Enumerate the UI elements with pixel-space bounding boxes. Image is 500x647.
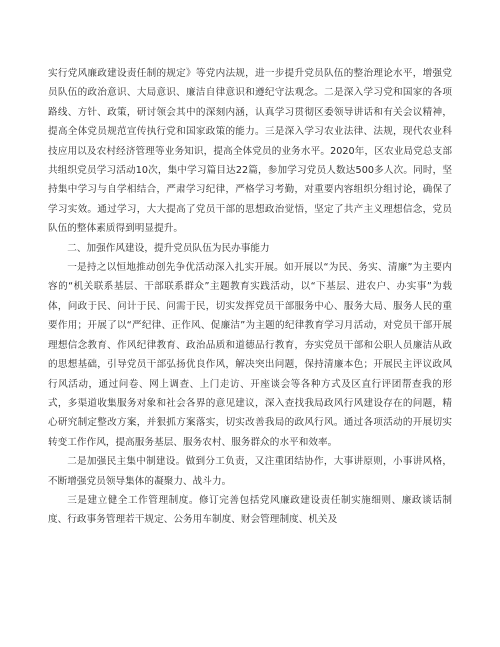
paragraph-management-system: 三是建立健全工作管理制度。修订完善包括党风廉政建设责任制实施细则、廉政谈话制度、行政事务管理若干规定、公务用车制度、财会管理制度、机关及 (48, 494, 452, 526)
paragraph-democratic-centralism: 二是加强民主集中制建设。做到分工负责，又注重团结协作，大事讲原则，小事讲风格，不断增强党员领导集体的凝聚力、战斗力。 (48, 456, 452, 487)
section-heading-style-building: 二、加强作风建设，提升党员队伍为民办事能力 (67, 242, 270, 254)
document-body (48, 64, 452, 530)
paragraph-study-summary: 实行党风廉政建设责任制的规定》等党内法规，进一步提升党员队伍的整治理论水平，增强党员队伍的政治意识、大局意识、廉洁自律意识和遵纪守法观念。二是深入学习党和国家的各项路线、方针、政策，研讨领会其中的深刻内涵，认真学习贯彻区委领导讲话和有关会议精神，提高全体党员规范宣传执行党和国家政策的能力。三是深入学习农业法律、法规，现代农业科技应用以及农村经济管理等业务知识，提高全体党员的业务水平。2020年，区农业局党总支部共组织党员学习活动10次，集中学习篇目达22篇，参加学习党员人数达500多人次。同时，坚持集中学习与自学相结合，严肃学习纪律，严格学习考勤，对重要内容组织分组讨论，确保了学习实效。通过学习，大大提高了党员干部的思想政治觉悟，坚定了共产主义理想信念，党员队伍的整体素质得到明显提升。 (48, 68, 452, 235)
paragraph-excellence-campaign: 一是持之以恒地推动创先争优活动深入扎实开展。如开展以“为民、务实、清廉”为主要内容的“机关联系基层、干部联系群众”主题教育实践活动，以“下基层、进农户、办实事”为载体，问政于民、问计于民、问需于民，切实发挥党员干部服务中心、服务大局、服务人民的重要作用；开展了以“严纪律、正作风、促廉洁”为主题的纪律教育学习月活动，对党员干部开展理想信念教育、作风纪律教育、政治品质和道德品行教育，夯实党员干部和公职人员廉洁从政的思想基础，引导党员干部弘扬优良作风，解决突出问题，保持清廉本色；开展民主评议政风行风活动，通过问卷、网上调查、上门走访、开座谈会等各种方式及区直行评团帮查我的形式，多渠道收集服务对象和社会各界的意见建议，深入查找我局政风行风建设存在的问题，精心研究制定整改方案，并狠抓方案落实，切实改善我局的政风行风。通过各项活动的开展切实转变工作作风，提高服务基层、服务农村、服务群众的水平和效率。 (48, 262, 452, 448)
